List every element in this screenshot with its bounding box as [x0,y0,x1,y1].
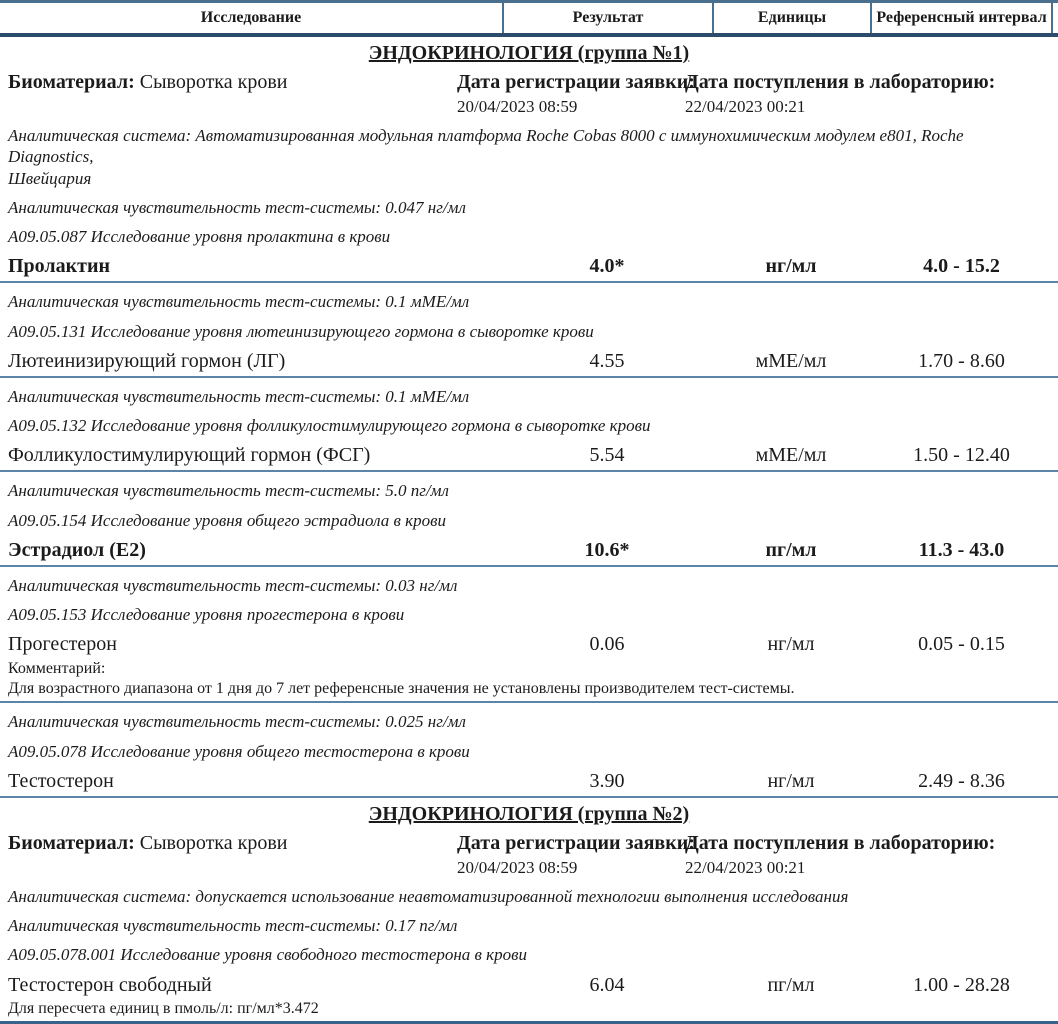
unit-conversion-note: Для пересчета единиц в пмоль/л: пг/мл*3.472 [8,999,319,1017]
test-units: нг/мл [767,769,815,792]
test-units: нг/мл [765,255,817,278]
test-units: мМЕ/мл [755,349,827,372]
test-name: Эстрадиол (Е2) [8,538,146,561]
row-divider [0,565,1058,567]
biomaterial-line [0,71,457,117]
sensitivity-note: Аналитическая чувствительность тест-системы: 0.1 мМЕ/мл [8,386,470,406]
registration-date-label: Дата регистрации заявки: [457,71,695,93]
sensitivity-note: Аналитическая чувствительность тест-системы: 0.03 нг/мл [8,575,458,595]
test-ref-interval: 4.0 - 15.2 [923,255,1000,278]
test-name: Прогестерон [8,633,117,656]
section-title: ЭНДОКРИНОЛОГИЯ (группа №2) [368,802,690,825]
test-code-line: А09.05.154 Исследование уровня общего эстрадиола в крови [8,510,446,530]
test-ref-interval: 11.3 - 43.0 [918,538,1005,561]
test-result-row-testosterone [0,770,1058,796]
test-result-row-estradiol [0,539,1058,565]
analytical-system-note: Аналитическая система: допускается использование неавтоматизированной технологии выполнения исследования [8,886,849,906]
registration-date-label: Дата регистрации заявки: [457,831,695,854]
comment-text: Для возрастного диапазона от 1 дня до 7 лет референсные значения не установлены производителем тест-системы. [8,680,795,698]
test-result-value: 4.55 [589,349,625,372]
test-ref-interval: 1.00 - 28.28 [913,973,1010,996]
test-result-row-fsh [0,444,1058,470]
received-date-label: Дата поступления в лабораторию: [685,831,996,854]
received-date-value: 22/04/2023 00:21 [685,97,806,116]
biomaterial-label: Биоматериал: [8,71,135,93]
registration-date-value: 20/04/2023 08:59 [457,97,578,116]
received-date-block [685,832,1058,878]
test-units: пг/мл [767,973,815,996]
test-ref-interval: 0.05 - 0.15 [918,633,1005,656]
test-code-line: А09.05.087 Исследование уровня пролактина в крови [8,227,391,246]
results-table-header [0,0,1058,37]
comment-label: Комментарий: [8,660,106,678]
test-result-value: 6.04 [589,973,625,996]
test-units: пг/мл [765,538,817,561]
section-title: ЭНДОКРИНОЛОГИЯ (группа №1) [368,42,690,64]
column-header-ref-interval: Референсный интервал [870,3,1053,33]
column-header-result: Результат [502,3,712,33]
test-result-row-lh [0,350,1058,376]
sensitivity-note: Аналитическая чувствительность тест-системы: 0.047 нг/мл [8,197,466,217]
test-name: Тестостерон свободный [8,973,212,996]
biomaterial-label: Биоматериал: [8,831,135,854]
test-result-value: 10.6* [584,538,630,561]
column-header-study: Исследование [200,9,302,26]
registration-date-block [457,71,695,117]
test-code-line: А09.05.153 Исследование уровня прогестерона в крови [8,605,405,624]
sensitivity-note: Аналитическая чувствительность тест-системы: 0.17 пг/мл [8,916,458,935]
test-ref-interval: 1.50 - 12.40 [913,444,1010,467]
sensitivity-note: Аналитическая чувствительность тест-системы: 0.1 мМЕ/мл [8,292,470,312]
received-date-block [685,71,1058,117]
biomaterial-line [0,832,457,878]
specimen-info-row [0,832,1058,878]
sensitivity-note: Аналитическая чувствительность тест-системы: 0.025 нг/мл [8,712,466,732]
test-result-value: 5.54 [589,444,625,467]
row-divider [0,376,1058,378]
analytical-system-note [8,125,1050,189]
received-date-label: Дата поступления в лабораторию: [685,71,996,93]
test-name: Фолликулостимулирующий гормон (ФСГ) [8,444,371,467]
received-date-value: 22/04/2023 00:21 [685,857,806,877]
test-result-row-prolactin [0,255,1058,281]
test-units: мМЕ/мл [755,444,827,467]
row-divider [0,281,1058,283]
registration-date-block [457,831,695,878]
analytical-system-line1: Аналитическая система: Автоматизированная модульная платформа Roche Cobas 8000 с иммунохимическим модулем е801, Roche Diagnostics, [8,126,964,167]
row-divider [0,470,1058,472]
test-result-row-progesterone [0,633,1058,659]
test-code-line: А09.05.132 Исследование уровня фолликулостимулирующего гормона в сыворотке крови [8,416,651,435]
test-name: Лютеинизирующий гормон (ЛГ) [8,349,286,372]
test-code-line: А09.05.078 Исследование уровня общего тестостерона в крови [8,741,470,761]
test-ref-interval: 1.70 - 8.60 [918,349,1005,372]
test-result-row-free-testosterone [0,974,1058,1000]
biomaterial-value: Сыворотка крови [139,831,288,854]
section-endocrinology-group-2 [0,803,1058,1024]
test-result-value: 3.90 [589,769,625,792]
analytical-system-line2: Швейцария [8,168,92,188]
specimen-info-row [0,71,1058,117]
test-units: нг/мл [767,633,815,656]
sensitivity-note: Аналитическая чувствительность тест-системы: 5.0 пг/мл [8,481,449,501]
test-code-line: А09.05.131 Исследование уровня лютеинизирующего гормона в сыворотке крови [8,321,594,341]
test-ref-interval: 2.49 - 8.36 [918,769,1005,792]
row-divider [0,701,1058,703]
test-result-value: 4.0* [589,255,625,278]
test-name: Тестостерон [8,769,114,792]
section-endocrinology-group-1 [0,42,1058,798]
column-header-units: Единицы [712,3,870,33]
test-name: Пролактин [8,255,111,278]
biomaterial-value: Сыворотка крови [139,71,288,93]
section-divider [0,796,1058,798]
bottom-divider [0,1021,1058,1024]
test-code-line: А09.05.078.001 Исследование уровня свободного тестостерона в крови [8,945,528,965]
registration-date-value: 20/04/2023 08:59 [457,857,578,877]
test-result-value: 0.06 [589,633,625,656]
